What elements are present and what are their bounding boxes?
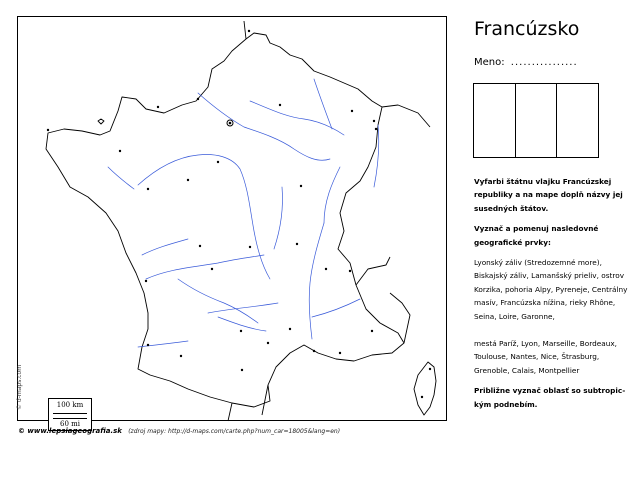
city-dot: [157, 106, 159, 108]
river-adour: [138, 341, 188, 347]
flag-stripe-left: [474, 84, 515, 157]
city-dot: [199, 245, 201, 247]
corsica-outline: [414, 362, 436, 415]
task-geo-features: Lyonský záliv (Stredozemné more), Biskajský záliv, Lamanšský prieliv, ostrov Korzika, pohoria Alpy, Pyreneje, Centrálny masív, Francúzska nížina, rieky Rhône, Seina, Loire, Garonne,: [474, 258, 628, 321]
flag-coloring-box: [473, 83, 599, 158]
city-dot: [279, 104, 281, 106]
task-flag: Vyfarbi štátnu vlajku Francúzskej republiky a na mape doplň názvy jej susedných štátov.: [474, 177, 623, 213]
scale-km-label: 100 km: [56, 401, 84, 409]
city-dot: [349, 270, 351, 272]
vertical-credit: © d-maps.com: [16, 364, 23, 410]
city-dot: [267, 342, 269, 344]
city-dot: [371, 330, 373, 332]
city-dot: [325, 268, 327, 270]
city-dot: [373, 120, 375, 122]
city-dot: [47, 129, 49, 131]
map-frame: [17, 16, 447, 428]
footer-credit: [18, 427, 340, 435]
city-dot: [147, 188, 149, 190]
footer-source: (zdroj mapy: http://d-maps.com/carte.php?num_car=18005&lang=en): [128, 428, 341, 435]
page-title: Francúzsko: [474, 18, 580, 40]
name-field: [474, 57, 578, 68]
city-dot: [296, 243, 298, 245]
capital-paris-marker: [227, 120, 233, 126]
name-blank: ................: [510, 57, 578, 68]
flag-stripe-right: [556, 84, 598, 157]
border-belgium-germany: [382, 105, 430, 127]
river-lot: [208, 303, 278, 313]
footer-site: © www.lepsiageografia.sk: [18, 427, 122, 435]
task-geo-heading: Vyznač a pomenuj nasledovné geografické prvky:: [474, 224, 599, 247]
city-dot: [197, 98, 199, 100]
river-charente: [142, 239, 188, 255]
city-dot: [300, 185, 302, 187]
city-dot: [187, 179, 189, 181]
city-dot: [217, 161, 219, 163]
france-outline-map: [18, 17, 448, 422]
city-dot: [351, 110, 353, 112]
border-switzerland-italy: [356, 257, 390, 285]
border-north: [244, 21, 246, 39]
river-rhine: [374, 125, 379, 187]
city-dot: [375, 128, 377, 130]
scale-mi-label: 60 mi: [59, 420, 80, 428]
city-dot: [429, 368, 431, 370]
name-label: Meno:: [474, 57, 505, 68]
river-garonne: [178, 279, 258, 323]
city-dot: [240, 330, 242, 332]
river-marne: [250, 101, 344, 135]
city-dot: [421, 396, 423, 398]
river-tarn: [218, 317, 266, 331]
city-dot: [241, 369, 243, 371]
city-dot: [339, 352, 341, 354]
channel-islands: [98, 119, 104, 124]
instructions: [474, 175, 634, 411]
river-loire: [138, 155, 270, 279]
river-rhone: [309, 223, 324, 339]
scale-bar: [53, 413, 87, 419]
river-durance: [312, 299, 360, 317]
river-seine: [198, 93, 330, 160]
task-climate: Približne vyznač oblasť so subtropickým podnebím.: [474, 386, 626, 409]
river-saone: [324, 167, 340, 223]
task-cities: mestá Paríž, Lyon, Marseille, Bordeaux, Toulouse, Nantes, Nice, Štrasburg, Grenoble, Calais, Montpellier: [474, 339, 617, 375]
city-dot: [248, 30, 250, 32]
border-andorra: [228, 403, 232, 421]
city-dot: [145, 280, 147, 282]
city-dot: [289, 328, 291, 330]
river-vilaine: [108, 167, 134, 189]
river-dordogne: [146, 255, 264, 279]
city-dot: [180, 355, 182, 357]
france-coastline-and-borders: [46, 33, 404, 407]
river-allier: [274, 187, 283, 249]
border-spain: [262, 385, 268, 415]
city-dot: [211, 268, 213, 270]
city-dot: [147, 344, 149, 346]
city-dot: [119, 150, 121, 152]
city-dot: [249, 246, 251, 248]
flag-stripe-middle: [515, 84, 557, 157]
city-dot: [313, 350, 315, 352]
